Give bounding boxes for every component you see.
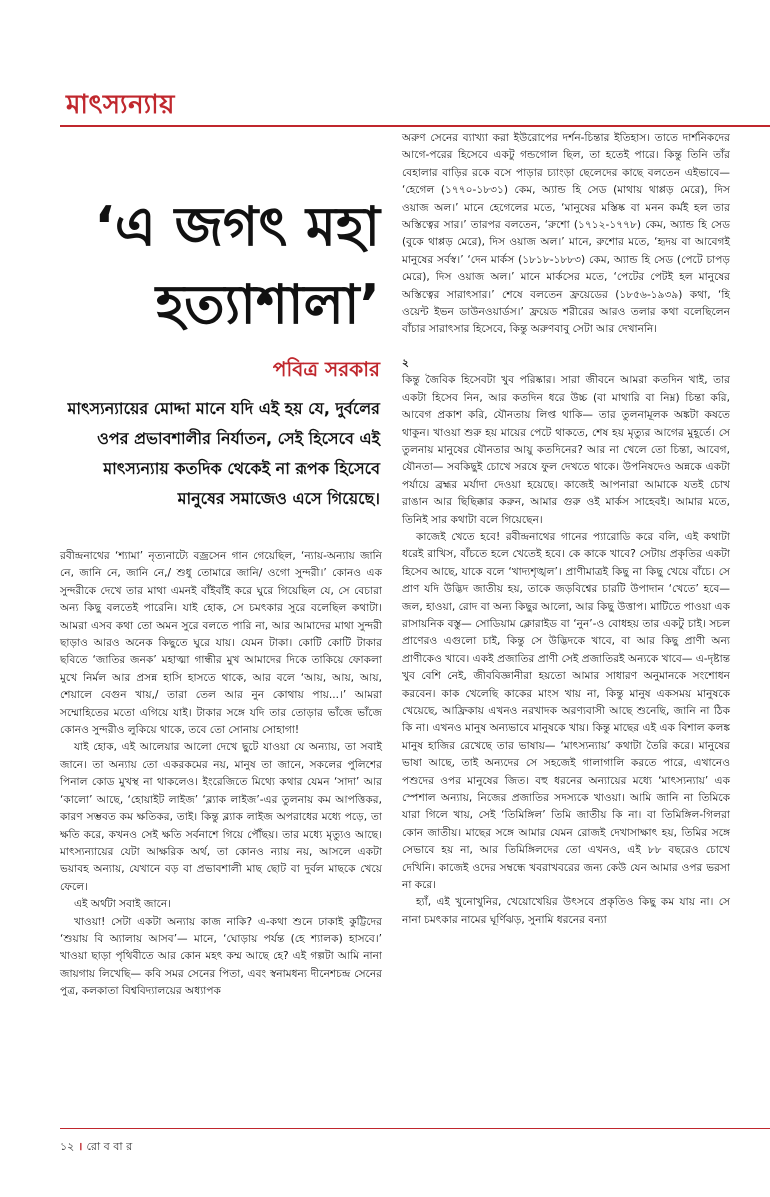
paragraph: হ্যাঁ, এই খুনোখুনির, খেয়োখেয়ির উৎসবে প্রকৃতিও কিছু কম যায় না। সে নানা চমৎকার নামের ঘূর্ণিঝড়, সুনামি ধরনের বন্যা bbox=[402, 896, 730, 926]
headline-line-1: ‘এ জগৎ মহা bbox=[94, 195, 380, 258]
footer-divider bbox=[60, 1128, 770, 1129]
headline-line-2: হত্যাশালা’ bbox=[155, 273, 380, 336]
paragraph: এই অর্থটা সবাই জানে। bbox=[74, 898, 171, 911]
paragraph: কিন্তু জৈবিক হিসেবটা খুব পরিষ্কার। সারা জীবনে আমরা কতদিন খাই, তার একটা হিসেব নিন, আর কতদিন ধরে উচ্চ (বা মাথারি বা নিম্ন) চিন্তা করি, আবেগ প্রকাশ করি, যৌনতায় লিপ্ত থাকি— তার তুলনামূলক অঙ্কটা কষতে থাকুন। খাওয়া শুরু হয় মায়ের পেটে থাকতে, শেষ হয় মৃত্যুর আগের মুহূর্তে। সে তুলনায় মানুষের যৌনতার আয়ু কতদিনের? আর না খেলে তো চিন্তা, আবেগ, যৌনতা— সবকিছুই চোখে সরষে ফুল দেখতে থাকে। উপনিষদেও অন্নকে একটা পর্যায়ে ব্রহ্মর মর্যাদা দেওয়া হয়েছে। কাজেই আপনারা আমাকে যতই চোখ রাঙান আর ছিছিক্কার করুন, আমার গুরু ওই মার্কস সাহেবই। আমার মতে, তিনিই সার কথাটা বলে গিয়েছেন। bbox=[402, 374, 730, 526]
paragraph: রবীন্দ্রনাথের ‘শ্যামা’ নৃত্যনাট্যে বজ্রসেন গান গেয়েছিল, ‘ন্যায়-অন্যায় জানি নে, জানি নে, জানি নে,/ শুধু তোমারে জানি/ ওগো সুন্দরী।’ কোনও এক সুন্দরীকে দেখে তার মাথা এমনই বাঁইবাঁই করে ঘুরে গিয়েছিল যে, সে বেচারা অন্য কিছু বলতেই পারেনি। যাই হোক, সে চমৎকার সুরে বলেছিল কথাটা। আমরা এসব কথা তো অমন সুরে বলতে পারি না, আর আমাদের মাথা সুন্দরী ছাড়াও আরও অনেক কিছুতে ঘুরে যায়। যেমন টাকা। কোটি কোটি টাকার ছবিতে ‘জাতির জনক’ মহাত্মা গান্ধীর মুখ আমাদের দিকে তাকিয়ে ফোকলা মুখে নির্মল আর প্রসন্ন হাসি হাসতে থাকে, আর বলে ‘আয়, আয়, আয়, শেয়ালে বেগুন খায়,/ তারা তেল আর নুন কোথায় পায়...।’ আমরা সম্মোহিতের মতো এগিয়ে যাই। টাকার সঙ্গে যদি তার তোড়ার ভাঁজে ভাঁজে কোনও সুন্দরীও লুকিয়ে থাকে, তবে তো সোনায় সোহাগা! bbox=[60, 550, 382, 737]
article-deck: মাৎস্যন্যায়ের মোদ্দা মানে যদি এই হয় যে, দুর্বলের ওপর প্রভাবশালীর নির্যাতন, সেই হিসেবে এই মাৎস্যন্যায় কতদিক থেকেই না রূপক হিসেবে মানুষের সমাজেও এসে গিয়েছে। bbox=[67, 399, 380, 508]
paragraph: যাই হোক, এই আলেয়ার আলো দেখে ছুটে যাওয়া যে অন্যায়, তা সবাই জানে। তা অন্যায় তো একরকমের নয়, মানুষ তা জানে, সকলের পুলিশের পিনাল কোড মুখস্থ না থাকলেও। ইংরেজিতে মিথ্যে কথার যেমন ‘সাদা’ আর ‘কালো’ আছে, ‘হোয়াইট লাইজ’ ‘ব্ল্যাক লাইজ’-এর তুলনায় কম আপত্তিকর, কারণ সম্ভবত কম ক্ষতিকর, তাই। কিন্তু ব্ল্যাক লাইজ অপরাধের মধ্যে পড়ে, তা ক্ষতি করে, কখনও সেই ক্ষতি সর্বনাশে গিয়ে পৌঁছয়। তার মধ্যে মৃত্যুও আছে। মাৎস্যন্যায়ের যেটা আক্ষরিক অর্থ, তা কোনও ন্যায় নয়, আসলে একটা ভয়াবহ অন্যায়, যেখানে বড় বা প্রভাবশালী মাছ ছোট বা দুর্বল মাছকে খেয়ে ফেলে। bbox=[60, 741, 382, 893]
paragraph: অরুণ সেনের ব্যাখ্যা করা ইউরোপের দর্শন-চিন্তার ইতিহাস। তাতে দার্শনিকদের আগে-পরের হিসেবে একটু গন্ডগোল ছিল, তা হতেই পারে। কিন্তু তিনি তাঁর বেহালার বাড়ির রকে বসে পাড়ার চ্যাংড়া ছেলেদের কাছে বলতেন এইভাবে— ‘হেগেল (১৭৭০-১৮৩১) কেম, অ্যান্ড হি সেড (মাথায় থাপ্পড় মেরে), দিস ওয়াজ অল।’ মানে হেগেলের মতে, ‘মানুষের মস্তিষ্ক বা মনন কর্মই হল তার অস্তিত্বের সার।’ তারপর বলতেন, ‘রুশো (১৭১২-১৭৭৮) কেম, অ্যান্ড হি সেড (বুকে থাপ্পড় মেরে), দিস ওয়াজ অল।’ মানে, রুশোর মতে, ‘হৃদয় বা আবেগই মানুষের সর্বস্ব।’ ‘দেন মার্কস (১৮১৮-১৮৮৩) কেম, অ্যান্ড হি সেড (পেটে চাপড় মেরে), দিস ওয়াজ অল।’ মানে মার্কসের মতে, ‘পেটের পেটই হল মানুষের অস্তিত্বের সারাৎসার।’ শেষে বলতেন ফ্রয়েডের (১৮৫৬-১৯৩৯) কথা, ‘হি ওয়েন্ট ইভন ডাউনওয়ার্ডস।’ ফ্রয়েড শরীরের আরও তলার কথা বলেছিলেন বাঁচার সারাৎসার হিসেবে, কিন্তু অরুণবাবু সেটা আর দেখাননি। bbox=[402, 132, 730, 336]
section-divider bbox=[60, 125, 770, 127]
right-column bbox=[402, 130, 730, 929]
section-number: ২ bbox=[402, 356, 409, 369]
paragraph: কাজেই খেতে হবে! রবীন্দ্রনাথের গানের প্যারোডি করে বলি, এই কথাটা ধরেই রাখিস, বাঁচতে হলে খেতেই হবে। কে কাকে খাবে? সেটায় প্রকৃতির একটা হিসেব আছে, যাকে বলে ‘খাদ্যশৃঙ্খল’। প্রাণীমাত্রই কিছু না কিছু খেয়ে বাঁচে। সে প্রাণ যদি উদ্ভিদ জাতীয় হয়, তাকে জড়বিশ্বের চারটি উপাদান ‘খেতে’ হবে— জল, হাওয়া, রোদ বা অন্য কিছুর আলো, আর কিছু উত্তাপ। মাটিতে পাওয়া এক রাসায়নিক বস্তু— সোডিয়াম ক্লোরাইড বা ‘নুন’-ও বোধহয় তার একটু চাই। সচল প্রাণেরও এগুলো চাই, কিন্তু সে উদ্ভিদকে খাবে, বা আর কিছু প্রাণী অন্য প্রাণীকেও খাবে। একই প্রজাতির প্রাণী সেই প্রজাতিরই অন্যকে খাবে— এ-দৃষ্টান্ত খুব বেশি নেই, জীববিজ্ঞানীরা হয়তো আমার সাধারণ অনুমানকে সংশোধন করবেন। কাক খেলেছি কাকের মাংস খায় না, কিন্তু মানুষ একসময় মানুষকে খেয়েছে, আফ্রিকায় এখনও নরখাদক অরণ্যবাসী আছে শুনেছি, জানি না ঠিক কি না। এখনও মানুষ অন্যভাবে মানুষকে খায়। কিন্তু মাছের এই এক বিশাল কলঙ্ক মানুষ হাজির রেখেছে তার ভাষায়— ‘মাৎস্যন্যায়’ কথাটা তৈরি করে। মানুষের ভাষা আছে, তাই অন্যদের সে সহজেই গালাগালি করতে পারে, এখানেও পশুদের ওপর মানুষের জিত। বহু ধরনের অন্যায়ের মধ্যে ‘মাৎস্যন্যায়’ এক স্পেশাল অন্যায়, নিজের প্রজাতির সদস্যকে খাওয়া। আমি জানি না তিমিকে যারা গিলে খায়, সেই ‘তিমিঙ্গিল’ তিমি জাতীয় কি না। বা তিমিঙ্গিল-গিলরা কোন জাতীয়। মাছের সঙ্গে আমার যেমন রোজই দেখাসাক্ষাৎ হয়, তিমির সঙ্গে সেভাবে হয় না, আর তিমিঙ্গিলদের তো এখনও, এই ৮৮ বছরেও চোখে দেখিনি। কাজেই ওদের সম্বন্ধে খবরাখবরের জন্য কেউ যেন আমার ওপর ভরসা না করে। bbox=[402, 530, 730, 892]
footer-separator: । bbox=[78, 1140, 83, 1153]
section-label: মাৎস্যন্যায় bbox=[66, 90, 176, 120]
page-number: ১২ bbox=[60, 1140, 75, 1153]
page-footer bbox=[60, 1138, 132, 1157]
left-column bbox=[60, 548, 382, 1001]
paragraph: খাওয়া! সেটা একটা অন্যায় কাজ নাকি? এ-কথা শুনে ঢাকাই কুট্টিদের ‘শুয়ায় বি অ্যালায় আসব’— মানে, ‘ঘোড়ায় পর্যন্ত (হে শ্যালক) হাসবে।’ খাওয়া ছাড়া পৃথিবীতে আর কোন মহৎ কম্ম আছে হে? এই গল্পটা আমি নানা জায়গায় লিখেছি— কবি সমর সেনের পিতা, এবং স্বনামধন্য দীনেশচন্দ্র সেনের পুত্র, কলকাতা বিশ্ববিদ্যালয়ের অধ্যাপক bbox=[60, 915, 382, 998]
publication-name: রো ব বা র bbox=[86, 1140, 133, 1153]
author-byline: পবিত্র সরকার bbox=[272, 357, 380, 381]
headline bbox=[60, 188, 380, 344]
